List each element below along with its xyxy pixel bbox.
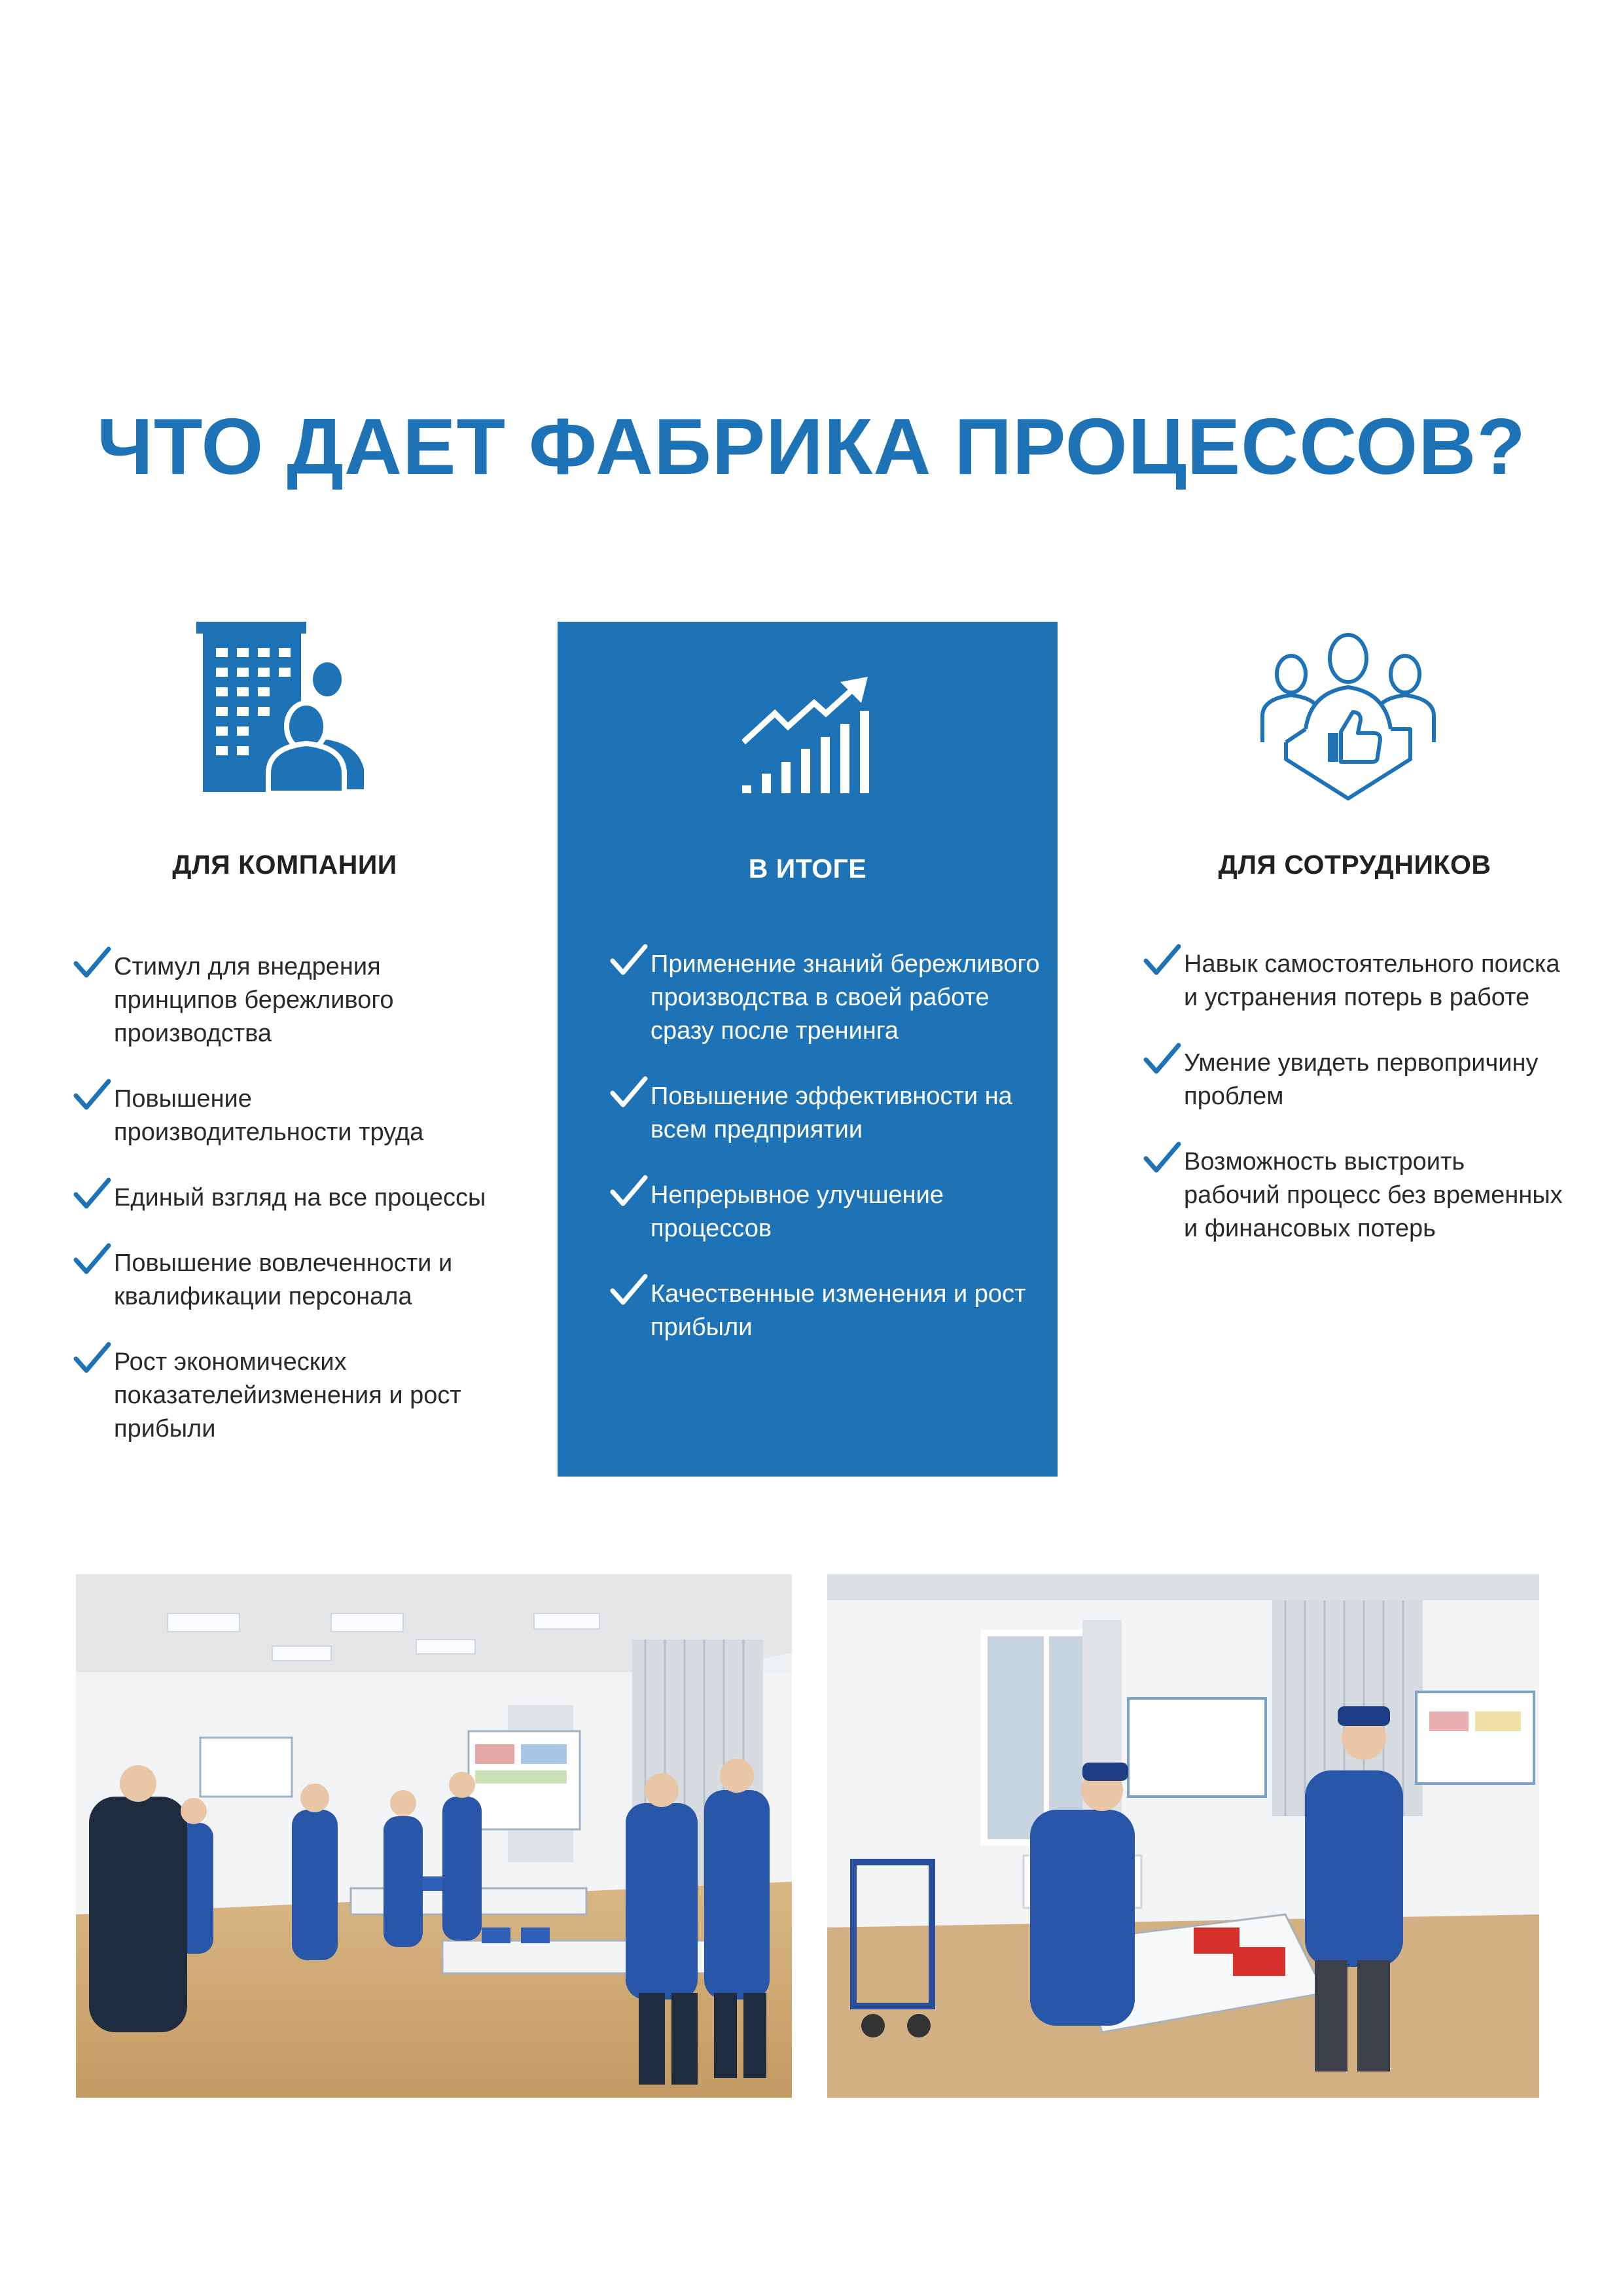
list-item: Навык самостоятельного поиска и устранения потерь в работе (1142, 948, 1567, 1014)
list-item: Повышение производительности труда (72, 1083, 491, 1149)
employee-benefits-list (1142, 948, 1567, 1278)
list-item: Применение знаний бережливого производства в своей работе сразу после тренинга (609, 948, 1041, 1048)
result-list (609, 948, 1041, 1376)
checkmark-icon (610, 1274, 648, 1308)
building-people-icon (196, 622, 373, 792)
checkmark-icon (610, 1175, 648, 1209)
checkmark-icon (610, 944, 648, 978)
list-item: Качественные изменения и рост прибыли (609, 1278, 1041, 1344)
list-item: Возможность выстроить рабочий процесс без временных и финансовых потерь (1142, 1145, 1567, 1246)
list-item: Непрерывное улучшение процессов (609, 1179, 1041, 1246)
checkmark-icon (73, 1342, 111, 1376)
page-title: ЧТО ДАЕТ ФАБРИКА ПРОЦЕССОВ? (97, 402, 1526, 491)
employees-heading: ДЛЯ СОТРУДНИКОВ (1218, 850, 1491, 880)
checkmark-icon (610, 1076, 648, 1110)
list-item: Стимул для внедрения принципов бережливого производства (72, 950, 491, 1050)
checkmark-icon (1143, 944, 1181, 978)
checkmark-icon (73, 946, 111, 980)
result-heading: В ИТОГЕ (748, 853, 867, 884)
list-item: Единый взгляд на все процессы (72, 1181, 491, 1215)
list-item: Рост экономических показателейизменения и рост прибыли (72, 1346, 491, 1446)
list-item: Повышение вовлеченности и квалификации персонала (72, 1247, 491, 1314)
checkmark-icon (73, 1177, 111, 1211)
growth-chart-icon (742, 677, 873, 795)
result-panel (558, 622, 1058, 1477)
company-benefits-list (72, 950, 491, 1478)
checkmark-icon (73, 1243, 111, 1277)
company-heading: ДЛЯ КОМПАНИИ (172, 850, 397, 880)
training-room-photo (76, 1574, 792, 2098)
list-item: Умение увидеть первопричину проблем (1142, 1047, 1567, 1113)
checkmark-icon (73, 1079, 111, 1113)
checkmark-icon (1143, 1141, 1181, 1175)
team-thumbs-up-icon (1260, 631, 1436, 801)
workstation-photo (827, 1574, 1539, 2098)
checkmark-icon (1143, 1043, 1181, 1077)
list-item: Повышение эффективности на всем предприятии (609, 1080, 1041, 1147)
